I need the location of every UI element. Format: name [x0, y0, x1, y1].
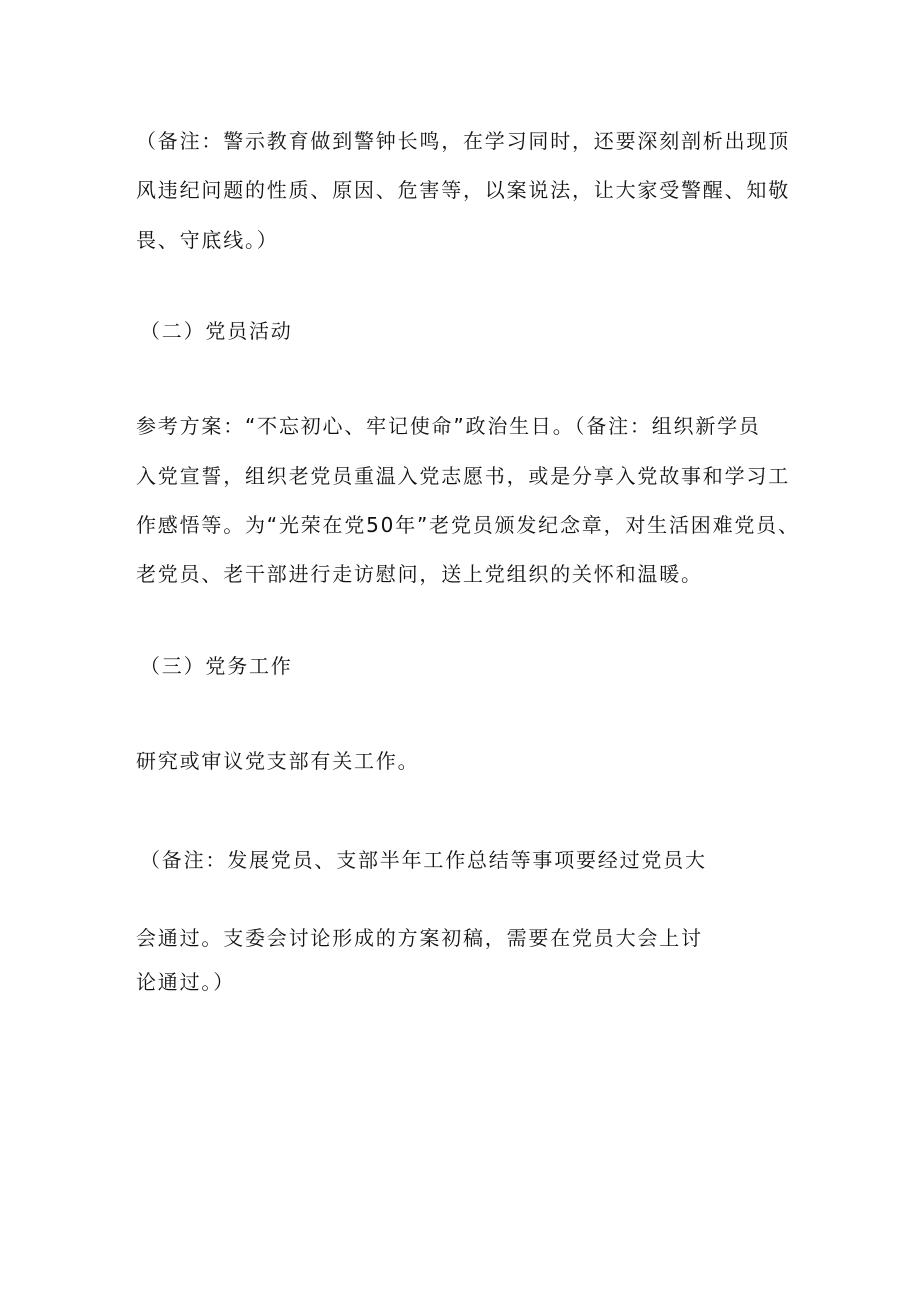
- reference-plan-line-2: 入党宣誓，组织老党员重温入党志愿书，或是分享入党故事和学习工: [136, 464, 790, 488]
- reference-plan-line-4: 老党员、老干部进行走访慰问，送上党组织的关怀和温暖。: [136, 562, 703, 586]
- reference-plan-line-3: 作感悟等。为“光荣在党50年”老党员颁发纪念章，对生活困难党员、: [136, 513, 800, 537]
- study-review-line: 研究或审议党支部有关工作。: [136, 749, 420, 773]
- note-meeting-line-1: （备注：发展党员、支部半年工作总结等事项要经过党员大: [140, 848, 707, 872]
- note-meeting-line-2: 会通过。支委会讨论形成的方案初稿，需要在党员大会上讨: [136, 926, 703, 950]
- section-heading-party-activities: （二）党员活动: [140, 319, 293, 343]
- section-heading-party-affairs: （三）党务工作: [140, 654, 293, 678]
- note-warning-line-2: 风违纪问题的性质、原因、危害等，以案说法，让大家受警醒、知敬: [136, 178, 790, 202]
- note-warning-line-1: （备注：警示教育做到警钟长鸣，在学习同时，还要深刻剖析出现顶: [136, 129, 790, 153]
- reference-plan-line-1: 参考方案：“不忘初心、牢记使命”政治生日。（备注：组织新学员: [136, 414, 761, 438]
- note-meeting-line-3: 论通过。）: [136, 970, 235, 994]
- note-warning-line-3: 畏、守底线。）: [136, 228, 279, 252]
